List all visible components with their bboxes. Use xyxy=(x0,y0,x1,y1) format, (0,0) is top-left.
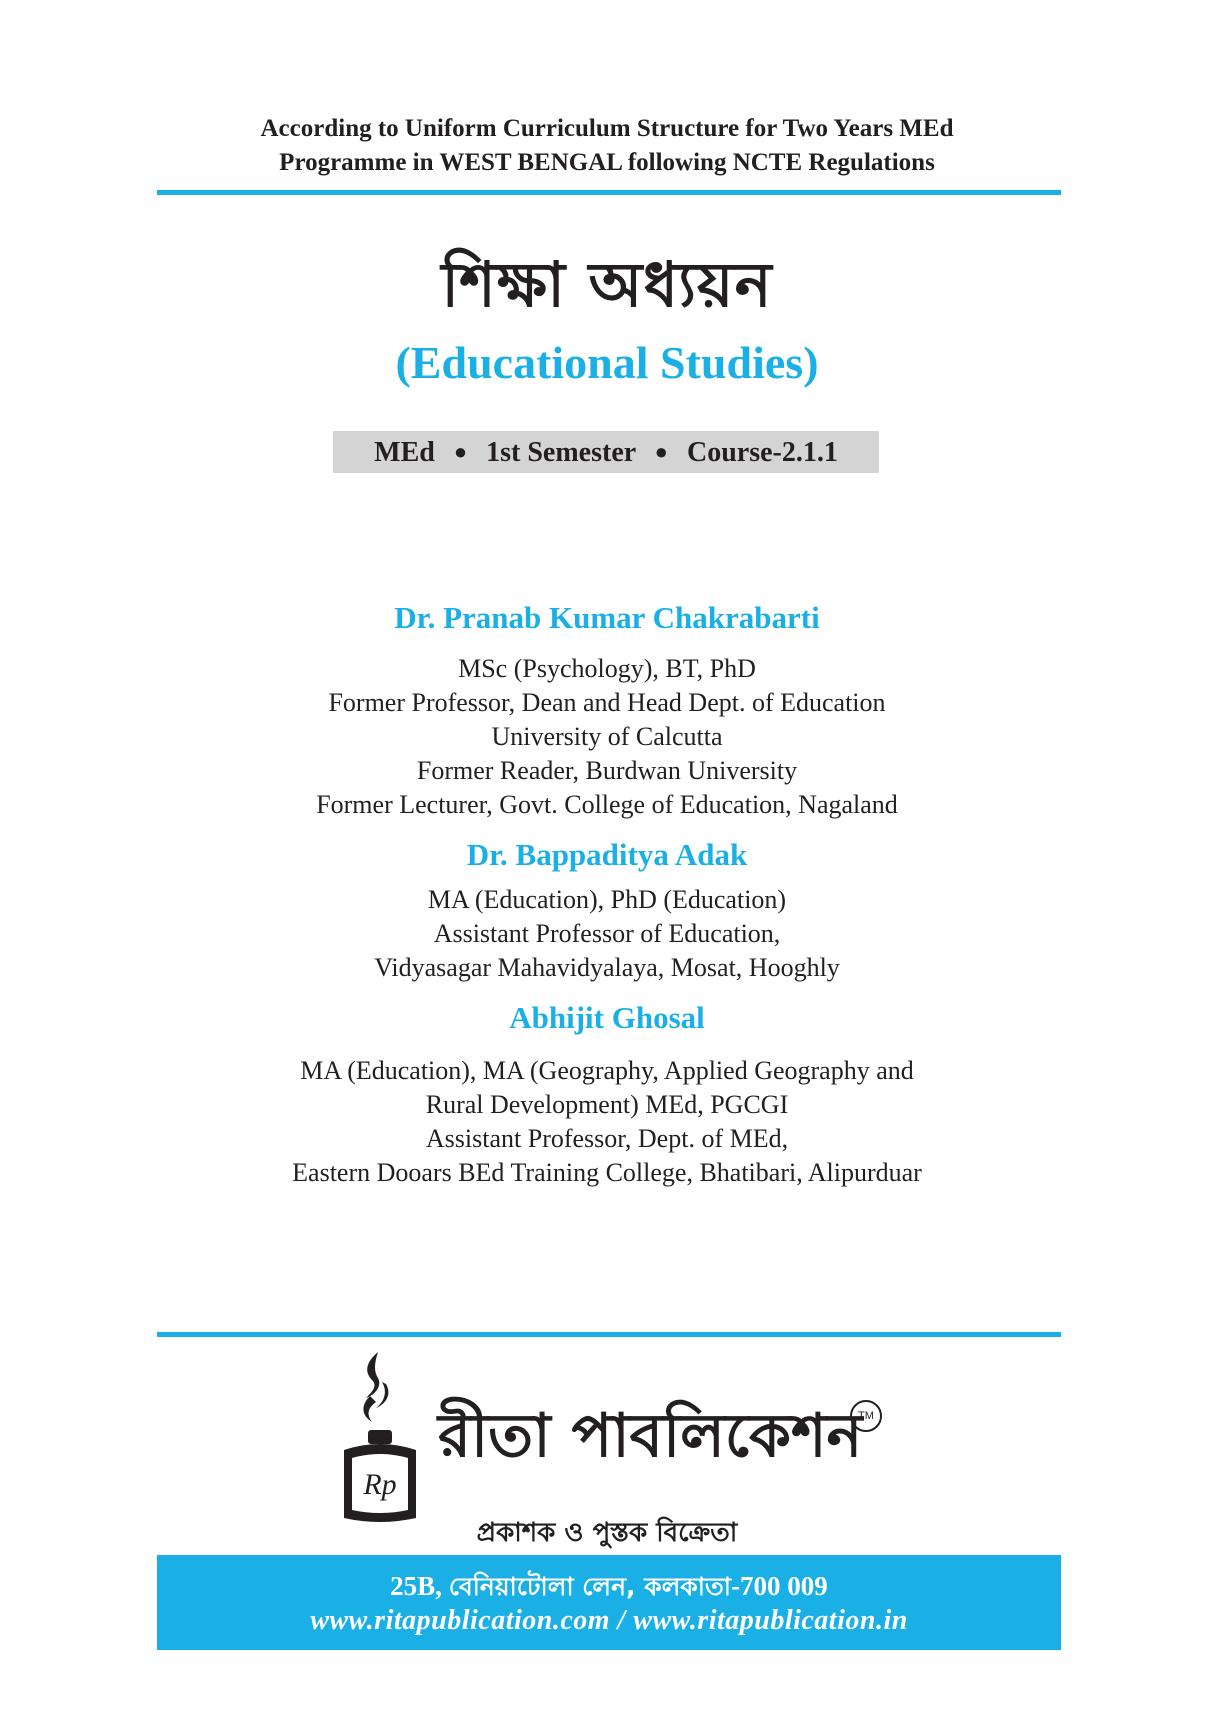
english-title: (Educational Studies) xyxy=(395,337,819,388)
author-credential: Former Lecturer, Govt. College of Education, Nagaland xyxy=(316,790,898,819)
course-programme: MEd xyxy=(374,437,435,468)
author-credential: Assistant Professor of Education, xyxy=(433,919,781,948)
author-credential: Former Professor, Dean and Head Dept. of Education xyxy=(328,688,886,717)
header-line-1: According to Uniform Curriculum Structure for Two Years MEd xyxy=(260,115,954,142)
course-badge xyxy=(333,431,879,473)
author-credential: Eastern Dooars BEd Training College, Bhatibari, Alipurduar xyxy=(292,1158,922,1187)
logo-monogram: Rp xyxy=(363,1468,397,1501)
publisher-website: www.ritapublication.com / www.ritapublication.in xyxy=(310,1605,908,1636)
author-credential: Former Reader, Burdwan University xyxy=(416,756,798,785)
author-credential: MSc (Psychology), BT, PhD xyxy=(458,654,756,683)
address-number: 25B, xyxy=(390,1571,442,1601)
bullet-icon: ● xyxy=(453,439,468,464)
bengali-title: শিক্ষা অধ্যয়ন xyxy=(441,248,773,321)
publisher-name: রীতা পাবলিকেশন xyxy=(438,1401,863,1471)
footer-band xyxy=(157,1555,1061,1650)
author-name: Abhijit Ghosal xyxy=(509,1000,705,1035)
publisher-tagline: প্রকাশক ও পুস্তক বিক্রেতা xyxy=(476,1518,738,1548)
trademark-icon: TM xyxy=(850,1400,882,1432)
publisher-address xyxy=(157,1567,1061,1610)
top-divider xyxy=(157,190,1061,195)
author-name: Dr. Pranab Kumar Chakrabarti xyxy=(394,600,820,635)
bottom-divider xyxy=(157,1332,1061,1337)
address-street: বেনিয়াটোলা লেন, কলকাতা xyxy=(448,1572,732,1601)
lamp-logo-icon xyxy=(330,1346,430,1526)
publisher-logo xyxy=(330,1346,890,1526)
course-semester: 1st Semester xyxy=(486,437,636,468)
author-credential: Rural Development) MEd, PGCGI xyxy=(425,1090,789,1119)
author-name: Dr. Bappaditya Adak xyxy=(466,837,748,872)
author-credential: Assistant Professor, Dept. of MEd, xyxy=(425,1124,789,1153)
header-line-2: Programme in WEST BENGAL following NCTE Regulations xyxy=(279,149,935,176)
bullet-icon: ● xyxy=(654,439,668,464)
author-credential: University of Calcutta xyxy=(491,722,723,751)
author-credential: MA (Education), PhD (Education) xyxy=(427,885,787,914)
author-credential: Vidyasagar Mahavidyalaya, Mosat, Hooghly xyxy=(374,953,840,982)
author-credential: MA (Education), MA (Geography, Applied Geography and xyxy=(300,1056,914,1085)
course-code: Course-2.1.1 xyxy=(686,437,838,468)
address-pin: -700 009 xyxy=(731,1571,828,1601)
